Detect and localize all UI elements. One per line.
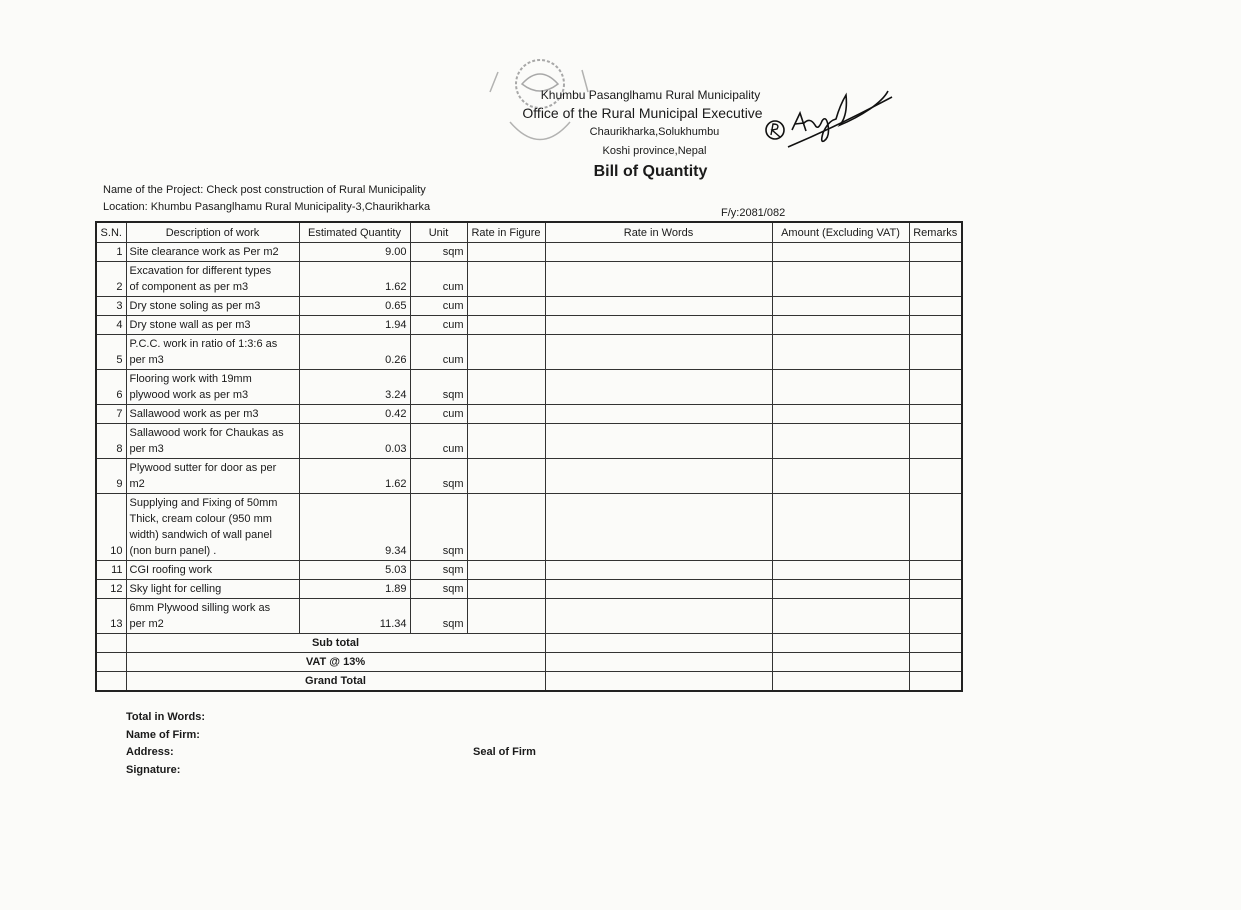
row-rate-in-figure: [467, 262, 545, 297]
total-label: Sub total: [126, 634, 545, 653]
row-unit: cum: [410, 424, 467, 459]
row-amount: [772, 561, 909, 580]
row-quantity: 9.34: [299, 494, 410, 561]
row-rate-in-words: [545, 405, 772, 424]
row-remarks: [909, 459, 962, 494]
row-unit: sqm: [410, 459, 467, 494]
name-of-firm-label: Name of Firm:: [126, 729, 200, 741]
row-quantity: 0.42: [299, 405, 410, 424]
row-rate-in-figure: [467, 494, 545, 561]
row-rate-in-figure: [467, 599, 545, 634]
total-sn-cell: [96, 653, 126, 672]
row-rate-in-words: [545, 599, 772, 634]
row-quantity: 0.26: [299, 335, 410, 370]
row-rate-in-words: [545, 494, 772, 561]
row-amount: [772, 494, 909, 561]
fiscal-year: F/y:2081/082: [721, 207, 786, 219]
row-amount: [772, 335, 909, 370]
row-unit: sqm: [410, 370, 467, 405]
row-amount: [772, 580, 909, 599]
header-address: Chaurikharka,Solukhumbu: [589, 126, 720, 138]
row-sn: 4: [96, 316, 126, 335]
total-amount: [772, 672, 909, 692]
row-sn: 5: [96, 335, 126, 370]
row-remarks: [909, 262, 962, 297]
total-sn-cell: [96, 672, 126, 692]
header-unit: Unit: [410, 222, 467, 243]
row-sn: 7: [96, 405, 126, 424]
row-remarks: [909, 243, 962, 262]
row-remarks: [909, 580, 962, 599]
row-rate-in-words: [545, 335, 772, 370]
row-quantity: 5.03: [299, 561, 410, 580]
total-rate-in-words: [545, 672, 772, 692]
row-rate-in-figure: [467, 370, 545, 405]
row-sn: 6: [96, 370, 126, 405]
row-rate-in-figure: [467, 243, 545, 262]
row-amount: [772, 297, 909, 316]
total-amount: [772, 653, 909, 672]
row-rate-in-words: [545, 262, 772, 297]
header-office-name: Office of the Rural Municipal Executive: [522, 105, 763, 121]
document-title: Bill of Quantity: [593, 163, 708, 180]
row-unit: sqm: [410, 494, 467, 561]
row-description: Dry stone wall as per m3: [126, 316, 299, 335]
row-unit: sqm: [410, 243, 467, 262]
row-amount: [772, 243, 909, 262]
row-unit: cum: [410, 335, 467, 370]
table-row: [96, 405, 962, 424]
row-rate-in-words: [545, 243, 772, 262]
row-unit: sqm: [410, 561, 467, 580]
row-rate-in-words: [545, 561, 772, 580]
row-rate-in-figure: [467, 424, 545, 459]
row-unit: sqm: [410, 580, 467, 599]
row-rate-in-figure: [467, 459, 545, 494]
total-row: [96, 653, 962, 672]
table-row: [96, 599, 962, 634]
row-remarks: [909, 297, 962, 316]
row-amount: [772, 599, 909, 634]
row-quantity: 1.62: [299, 262, 410, 297]
row-description: Sallawood work for Chaukas as per m3: [126, 424, 299, 459]
table-row: [96, 335, 962, 370]
row-rate-in-words: [545, 297, 772, 316]
row-sn: 2: [96, 262, 126, 297]
total-rate-in-words: [545, 653, 772, 672]
table-row: [96, 580, 962, 599]
row-amount: [772, 405, 909, 424]
row-rate-in-words: [545, 424, 772, 459]
row-description: Plywood sutter for door as per m2: [126, 459, 299, 494]
row-sn: 3: [96, 297, 126, 316]
row-rate-in-words: [545, 316, 772, 335]
row-remarks: [909, 335, 962, 370]
row-description: Supplying and Fixing of 50mm Thick, cream colour (950 mm width) sandwich of wall panel (non burn panel) .: [126, 494, 299, 561]
header-estimated-quantity: Estimated Quantity: [299, 222, 410, 243]
row-amount: [772, 370, 909, 405]
row-amount: [772, 459, 909, 494]
row-sn: 12: [96, 580, 126, 599]
row-sn: 1: [96, 243, 126, 262]
table-row: [96, 316, 962, 335]
header-municipality-name: Khumbu Pasanglhamu Rural Municipality: [540, 88, 761, 102]
row-remarks: [909, 316, 962, 335]
row-rate-in-words: [545, 370, 772, 405]
row-rate-in-words: [545, 459, 772, 494]
table-row: [96, 370, 962, 405]
table-row: [96, 262, 962, 297]
row-rate-in-words: [545, 580, 772, 599]
row-description: 6mm Plywood silling work as per m2: [126, 599, 299, 634]
table-row: [96, 494, 962, 561]
row-description: Site clearance work as Per m2: [126, 243, 299, 262]
row-quantity: 0.65: [299, 297, 410, 316]
row-rate-in-figure: [467, 561, 545, 580]
row-sn: 10: [96, 494, 126, 561]
total-amount: [772, 634, 909, 653]
row-sn: 11: [96, 561, 126, 580]
table-row: [96, 243, 962, 262]
row-rate-in-figure: [467, 297, 545, 316]
row-quantity: 1.89: [299, 580, 410, 599]
total-row: [96, 672, 962, 692]
handwritten-signature-icon: [760, 75, 900, 155]
signature-label: Signature:: [126, 764, 181, 776]
total-label: Grand Total: [126, 672, 545, 692]
row-rate-in-figure: [467, 335, 545, 370]
row-unit: cum: [410, 316, 467, 335]
row-description: Dry stone soling as per m3: [126, 297, 299, 316]
total-sn-cell: [96, 634, 126, 653]
table-header-row: [96, 222, 962, 243]
row-remarks: [909, 370, 962, 405]
row-quantity: 3.24: [299, 370, 410, 405]
table-row: [96, 561, 962, 580]
total-remarks: [909, 634, 962, 653]
row-rate-in-figure: [467, 580, 545, 599]
header-remarks: Remarks: [909, 222, 962, 243]
table-row: [96, 424, 962, 459]
address-label: Address:: [126, 746, 174, 758]
row-quantity: 11.34: [299, 599, 410, 634]
row-remarks: [909, 599, 962, 634]
boq-table: [95, 221, 963, 692]
row-rate-in-figure: [467, 316, 545, 335]
seal-of-firm-label: Seal of Firm: [473, 746, 536, 758]
table-row: [96, 459, 962, 494]
row-unit: sqm: [410, 599, 467, 634]
row-unit: cum: [410, 262, 467, 297]
total-in-words-label: Total in Words:: [126, 711, 206, 723]
row-description: Sallawood work as per m3: [126, 405, 299, 424]
row-amount: [772, 262, 909, 297]
header-description: Description of work: [126, 222, 299, 243]
row-sn: 9: [96, 459, 126, 494]
row-description: Excavation for different types of component as per m3: [126, 262, 299, 297]
row-description: Sky light for celling: [126, 580, 299, 599]
row-quantity: 1.62: [299, 459, 410, 494]
header-sn: S.N.: [96, 222, 126, 243]
header-rate-in-figure: Rate in Figure: [467, 222, 545, 243]
total-row: [96, 634, 962, 653]
row-quantity: 9.00: [299, 243, 410, 262]
row-sn: 8: [96, 424, 126, 459]
row-amount: [772, 316, 909, 335]
row-amount: [772, 424, 909, 459]
row-unit: cum: [410, 405, 467, 424]
project-name: Name of the Project: Check post construction of Rural Municipality: [103, 184, 426, 196]
table-row: [96, 297, 962, 316]
total-remarks: [909, 653, 962, 672]
row-remarks: [909, 561, 962, 580]
project-location: Location: Khumbu Pasanglhamu Rural Municipality-3,Chaurikharka: [103, 201, 431, 213]
row-remarks: [909, 424, 962, 459]
row-description: CGI roofing work: [126, 561, 299, 580]
header-province: Koshi province,Nepal: [602, 145, 707, 157]
row-rate-in-figure: [467, 405, 545, 424]
row-description: P.C.C. work in ratio of 1:3:6 as per m3: [126, 335, 299, 370]
row-sn: 13: [96, 599, 126, 634]
row-unit: cum: [410, 297, 467, 316]
total-remarks: [909, 672, 962, 692]
header-amount: Amount (Excluding VAT): [772, 222, 909, 243]
row-quantity: 0.03: [299, 424, 410, 459]
total-label: VAT @ 13%: [126, 653, 545, 672]
header-rate-in-words: Rate in Words: [545, 222, 772, 243]
row-remarks: [909, 494, 962, 561]
total-rate-in-words: [545, 634, 772, 653]
row-quantity: 1.94: [299, 316, 410, 335]
row-remarks: [909, 405, 962, 424]
row-description: Flooring work with 19mm plywood work as per m3: [126, 370, 299, 405]
